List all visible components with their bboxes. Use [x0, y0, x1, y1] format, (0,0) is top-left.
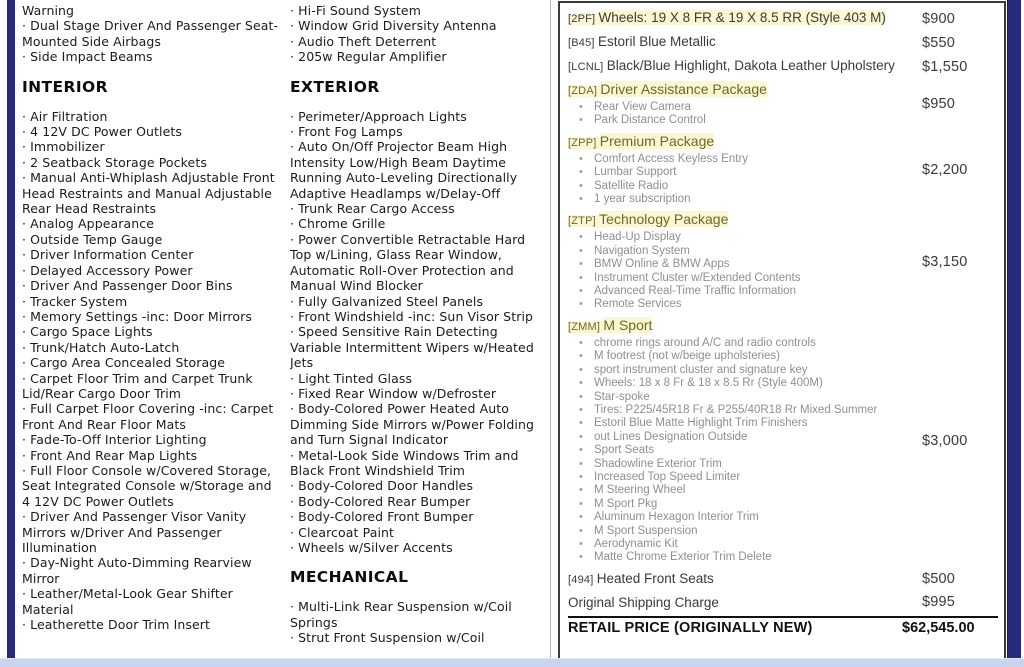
option-detail: • M footrest (not w/beige upholsteries) — [568, 350, 918, 363]
option-price: $3,000 — [922, 432, 968, 449]
option-code: [ZMM] — [568, 320, 604, 333]
option-row — [568, 9, 998, 28]
feature-item: · Cargo Space Lights — [22, 324, 153, 340]
feature-item: · Fade-To-Off Interior Lighting — [22, 432, 207, 448]
feature-item: · Trunk/Hatch Auto-Latch — [22, 339, 180, 355]
option-label: Premium Package — [599, 132, 715, 149]
feature-item: · Fixed Rear Window w/Defroster — [290, 385, 497, 401]
option-row — [568, 33, 998, 52]
option-price: $3,150 — [922, 253, 968, 270]
feature-item: · 205w Regular Amplifier — [290, 49, 447, 65]
feature-item: · Full Floor Console w/Covered Storage, Seat Integrated Console w/Storage and 4 12V DC Power Outlets — [22, 462, 272, 509]
option-label: Wheels: 19 X 8 FR & 19 X 8.5 RR (Style 403 M) — [598, 10, 886, 25]
option-detail: • Wheels: 18 x 8 Fr & 18 x 8.5 Rr (Style 400M) — [568, 377, 918, 390]
option-detail: • Instrument Cluster w/Extended Contents — [568, 272, 918, 285]
feature-item: · Multi-Link Rear Suspension w/Coil Springs — [290, 599, 512, 630]
option-detail: • M Sport Pkg — [568, 498, 918, 511]
option-code: [494] — [568, 573, 597, 586]
feature-item: · Memory Settings -inc: Door Mirrors — [22, 308, 252, 324]
features-column-2 — [290, 3, 546, 658]
option-detail: • BMW Online & BMW Apps — [568, 258, 918, 271]
feature-item: · Delayed Accessory Power — [22, 262, 193, 278]
option-detail-list — [568, 101, 918, 128]
option-row — [568, 594, 998, 611]
retail-price-value: $62,545.00 — [902, 619, 975, 636]
option-row — [568, 57, 998, 76]
option-code: [B45] — [568, 37, 598, 49]
option-label: Technology Package — [599, 211, 729, 228]
feature-item: · Leatherette Door Trim Insert — [22, 617, 211, 633]
feature-item: · Tracker System — [22, 293, 128, 309]
feature-item: · Front And Rear Map Lights — [22, 447, 198, 463]
option-detail: • Remote Services — [568, 298, 918, 311]
option-detail-list — [568, 337, 918, 565]
option-price: $900 — [922, 10, 956, 27]
option-detail: • sport instrument cluster and signature key — [568, 364, 918, 377]
option-detail: • Aluminum Hexagon Interior Trim — [568, 511, 918, 524]
option-detail: • Increased Top Speed Limiter — [568, 471, 918, 484]
option-price: $550 — [922, 34, 956, 51]
feature-item: · Wheels w/Silver Accents — [290, 540, 453, 555]
options-list — [568, 9, 998, 611]
option-detail: • Advanced Real-Time Traffic Information — [568, 285, 918, 298]
feature-item: · Day-Night Auto-Dimming Rearview Mirror — [22, 555, 252, 586]
option-detail: • Navigation System — [568, 245, 918, 258]
feature-item: · Driver And Passenger Visor Vanity Mirrors w/Driver And Passenger Illumination — [22, 509, 247, 555]
option-detail: • Aerodynamic Kit — [568, 538, 918, 551]
feature-item: · Auto On/Off Projector Beam High Intensity Low/High Beam Daytime Running Auto-Leveling Directionally Adaptive Headlamps w/Delay-Off — [290, 139, 518, 201]
option-code: [2PF] — [568, 13, 599, 25]
option-label: M Sport — [603, 316, 653, 333]
option-detail-list — [568, 231, 918, 311]
option-code: [ZDA] — [568, 85, 601, 97]
section-header: INTERIOR — [22, 77, 108, 96]
feature-item: · Body-Colored Door Handles — [290, 478, 474, 494]
section-header: MECHANICAL — [290, 568, 409, 587]
feature-item: · Body-Colored Power Heated Auto Dimming Side Mirrors w/Power Folding and Turn Signal Indicator — [290, 401, 535, 448]
option-code: [ZPP] — [568, 136, 600, 149]
feature-item: · 2 Seatback Storage Pockets — [22, 154, 207, 170]
feature-item: · Trunk Rear Cargo Access — [290, 201, 455, 217]
option-detail: • Lumbar Support — [568, 166, 918, 179]
option-label: Driver Assistance Package — [600, 81, 767, 97]
feature-item: · Cargo Area Concealed Storage — [22, 355, 226, 371]
option-detail: • Park Distance Control — [568, 114, 918, 127]
option-price: $950 — [922, 96, 956, 113]
option-price: $995 — [922, 594, 956, 611]
option-detail: • Star-spoke — [568, 391, 918, 404]
feature-item: · Immobilizer — [22, 139, 105, 155]
option-label: Heated Front Seats — [596, 570, 714, 586]
feature-item: · Power Convertible Retractable Hard Top w/Lining, Glass Rear Window, Automatic Roll-Over Protection and Manual Wind Blocker — [290, 231, 526, 294]
feature-item: · Full Carpet Floor Covering -inc: Carpet Front And Rear Floor Mats — [22, 401, 274, 432]
feature-item: · Outside Temp Gauge — [22, 231, 163, 247]
feature-item: · Audio Theft Deterrent — [290, 33, 437, 49]
option-row — [568, 211, 998, 311]
feature-item: · Front Fog Lamps — [290, 124, 403, 140]
option-detail: • Matte Chrome Exterior Trim Delete — [568, 551, 918, 564]
feature-item: · Driver And Passenger Door Bins — [22, 278, 233, 294]
feature-item: · Analog Appearance — [22, 216, 155, 232]
standard-features-panel — [22, 0, 551, 658]
retail-price-row — [568, 616, 998, 636]
option-label: Black/Blue Highlight, Dakota Leather Upholstery — [606, 58, 895, 73]
option-detail: • Sport Seats — [568, 444, 918, 457]
option-detail: • M Sport Suspension — [568, 525, 918, 538]
option-row — [568, 317, 998, 565]
feature-item: · 4 12V DC Power Outlets — [22, 124, 183, 140]
feature-item: · Air Filtration — [22, 108, 108, 124]
feature-item: · Perimeter/Approach Lights — [290, 108, 467, 124]
option-label: Estoril Blue Metallic — [597, 34, 716, 49]
feature-item: · Body-Colored Rear Bumper — [290, 493, 471, 509]
option-detail: • Comfort Access Keyless Entry — [568, 153, 918, 166]
features-column-1 — [22, 3, 282, 658]
option-detail: • Head-Up Display — [568, 231, 918, 244]
feature-item: · Fully Galvanized Steel Panels — [290, 293, 484, 309]
feature-item: · Chrome Grille — [290, 216, 386, 232]
right-accent-bar — [1007, 0, 1021, 658]
option-row — [568, 570, 998, 589]
option-label: Original Shipping Charge — [568, 594, 719, 610]
feature-item: · Strut Front Suspension w/Coil — [290, 630, 485, 646]
feature-item: · Metal-Look Side Windows Trim and Black Front Windshield Trim — [290, 447, 519, 478]
option-detail: • 1 year subscription — [568, 193, 918, 206]
feature-item: · Carpet Floor Trim and Carpet Trunk Lid/Rear Cargo Door Trim — [22, 370, 253, 401]
option-row — [568, 81, 998, 128]
option-price: $1,550 — [922, 58, 968, 75]
section-header: EXTERIOR — [290, 77, 380, 96]
feature-item: · Dual Stage Driver And Passenger Seat-Mounted Side Airbags — [22, 18, 279, 49]
option-detail: • Shadowline Exterior Trim — [568, 458, 918, 471]
feature-item: · Clearcoat Paint — [290, 524, 395, 540]
option-code: [ZTP] — [568, 215, 600, 228]
feature-item: Warning — [22, 3, 75, 18]
option-detail: • Estoril Blue Matte Highlight Trim Finishers — [568, 417, 918, 430]
feature-item: · Driver Information Center — [22, 247, 194, 263]
option-price: $2,200 — [922, 161, 968, 178]
left-accent-bar — [7, 0, 15, 658]
feature-item: · Manual Anti-Whiplash Adjustable Front Head Restraints and Manual Adjustable Rear Head Restraints — [22, 170, 275, 217]
options-pricing-panel — [558, 1, 1006, 658]
option-detail: • chrome rings around A/C and radio controls — [568, 337, 918, 350]
option-detail: • M Steering Wheel — [568, 484, 918, 497]
option-row — [568, 133, 998, 207]
feature-item: · Speed Sensitive Rain Detecting Variable Intermittent Wipers w/Heated Jets — [290, 324, 534, 371]
feature-item: · Leather/Metal-Look Gear Shifter Material — [22, 586, 233, 617]
retail-price-label: RETAIL PRICE (ORIGINALLY NEW) — [568, 619, 813, 636]
option-detail: • out Lines Designation Outside — [568, 431, 918, 444]
option-detail: • Tires: P225/45R18 Fr & P255/40R18 Rr Mixed Summer — [568, 404, 918, 417]
feature-item: · Hi-Fi Sound System — [290, 3, 422, 18]
feature-item: · Window Grid Diversity Antenna — [290, 18, 497, 34]
feature-item: · Light Tinted Glass — [290, 370, 413, 386]
option-code: [LCNL] — [568, 61, 607, 73]
option-detail-list — [568, 153, 918, 207]
option-detail: • Rear View Camera — [568, 101, 918, 114]
option-detail: • Satellite Radio — [568, 180, 918, 193]
feature-item: · Body-Colored Front Bumper — [290, 509, 474, 525]
option-price: $500 — [922, 571, 956, 588]
feature-item: · Side Impact Beams — [22, 49, 153, 65]
feature-item: · Front Windshield -inc: Sun Visor Strip — [290, 308, 534, 324]
bottom-page-strip — [0, 658, 1024, 667]
